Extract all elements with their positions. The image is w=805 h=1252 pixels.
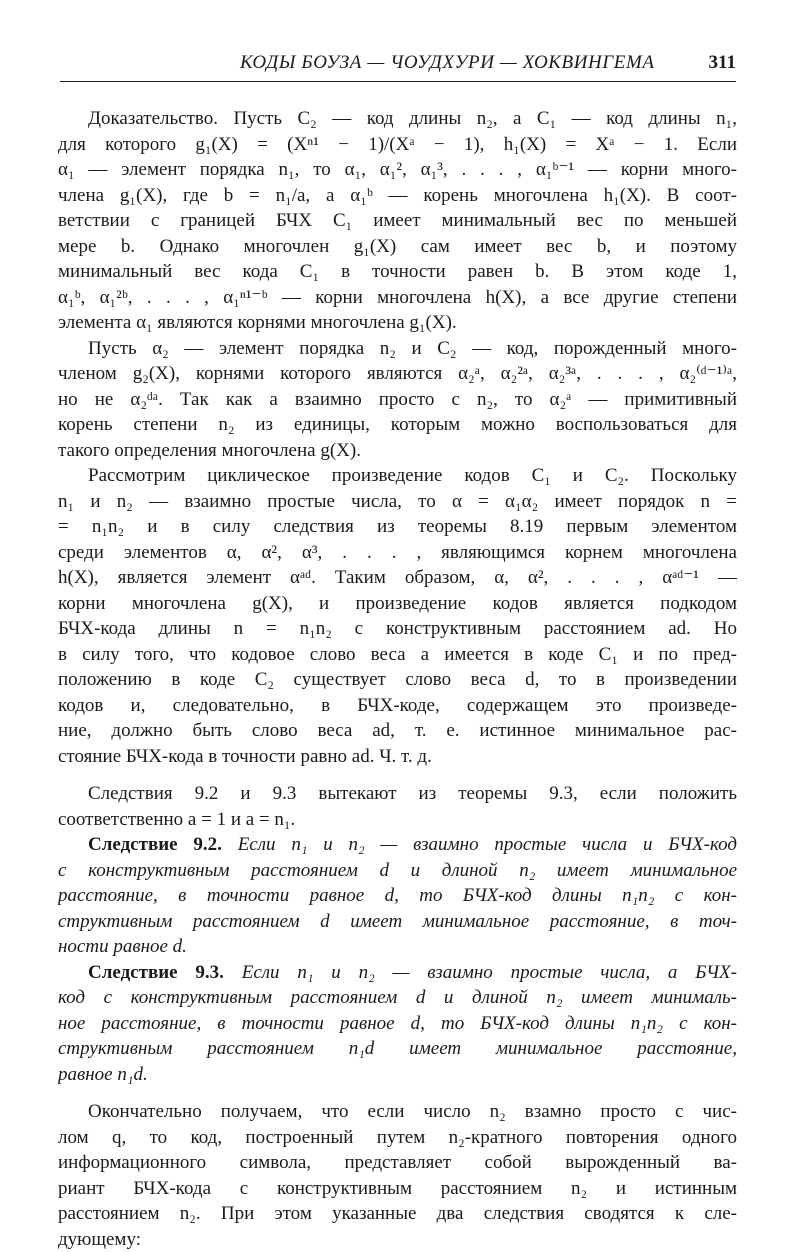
text-line — [58, 781, 737, 807]
text-line — [58, 259, 737, 285]
line-text: α₁ᵇ, α₁²ᵇ, . . . , α₁ⁿ¹⁻ᵇ — корни многочлена h(X), а все другие степени — [58, 287, 737, 308]
line-text: α₁ — элемент порядка n₁, то α₁, α₁², α₁³, . . . , α₁ᵇ⁻¹ — корни много- — [58, 159, 737, 180]
text-line — [58, 1011, 737, 1037]
text-line — [58, 934, 737, 960]
page-number: 311 — [709, 52, 736, 74]
line-text: соответственно a = 1 и a = n₁. — [58, 809, 295, 830]
corollary-label: Следствие 9.2. — [88, 834, 222, 855]
text-line — [58, 985, 737, 1011]
text-line — [58, 807, 737, 833]
text-line — [58, 744, 737, 770]
text-line — [58, 1062, 737, 1088]
line-text: Окончательно получаем, что если число n₂ взамно просто с чис- — [88, 1101, 737, 1122]
text-line — [58, 616, 737, 642]
line-text: в силу того, что кодовое слово веса a имеется в коде C₁ и по пред- — [58, 644, 737, 665]
text-line — [58, 132, 737, 158]
header-rule — [60, 81, 736, 82]
line-text: члена g₁(X), где b = n₁/a, а α₁ᵇ — корень многочлена h₁(X). В соот- — [58, 185, 737, 206]
line-text: код с конструктивным расстоянием d и длиной n₂ имеет минималь- — [58, 987, 737, 1008]
text-line — [58, 412, 737, 438]
line-text: h(X), является элемент αᵃᵈ. Таким образом, α, α², . . . , αᵃᵈ⁻¹ — — [58, 567, 737, 588]
line-text: кодов и, следовательно, в БЧХ-коде, содержащем это произведе- — [58, 695, 737, 716]
line-text: для которого g₁(X) = (Xⁿ¹ − 1)/(Xᵃ − 1), h₁(X) = Xᵃ − 1. Если — [58, 134, 737, 155]
text-line — [58, 909, 737, 935]
text-line — [58, 1150, 737, 1176]
line-text: ное расстояние, в точности равное d, то БЧХ-код длины n₁n₂ с кон- — [58, 1013, 737, 1034]
text-line — [58, 234, 737, 260]
running-header — [60, 52, 736, 82]
line-text: ветствии с границей БЧХ C₁ имеет минимальный вес по меньшей — [58, 210, 737, 231]
line-text: Пусть α₂ — элемент порядка n₂ и C₂ — код, порожденный много- — [88, 338, 737, 359]
text-line — [58, 438, 737, 464]
line-text: расстояние, в точности равное d, то БЧХ-код длины n₁n₂ с кон- — [58, 885, 737, 906]
line-text: информационного символа, представляет собой вырожденный ва- — [58, 1152, 737, 1173]
body-text — [58, 106, 737, 1252]
text-line — [58, 832, 737, 858]
line-text: стояние БЧХ-кода в точности равно ad. Ч. т. д. — [58, 746, 432, 767]
text-line — [58, 489, 737, 515]
line-text: лом q, то код, построенный путем n₂-кратного повторения одного — [58, 1127, 737, 1148]
text-line — [58, 387, 737, 413]
line-text: положению в коде C₂ существует слово веса d, то в произведении — [58, 669, 737, 690]
line-text: БЧХ-кода длины n = n₁n₂ с конструктивным расстоянием ad. Но — [58, 618, 737, 639]
line-text: риант БЧХ-кода с конструктивным расстоянием n₂ и истинным — [58, 1178, 737, 1199]
line-text: такого определения многочлена g(X). — [58, 440, 361, 461]
text-line — [58, 336, 737, 362]
text-line — [58, 1099, 737, 1125]
paragraph-gap — [58, 1087, 737, 1099]
paragraph-gap — [58, 769, 737, 781]
text-line — [58, 642, 737, 668]
line-text: расстоянием n₂. При этом указанные два следствия сводятся к сле- — [58, 1203, 737, 1224]
line-text: n₁ и n₂ — взаимно простые числа, то α = α₁α₂ имеет порядок n = — [58, 491, 737, 512]
line-text: структивным расстоянием n₁d имеет минимальное расстояние, — [58, 1038, 737, 1059]
text-line — [58, 960, 737, 986]
text-line — [58, 361, 737, 387]
text-line — [58, 883, 737, 909]
corollary-label: Следствие 9.3. — [88, 962, 224, 983]
text-line — [58, 463, 737, 489]
line-text: равное n₁d. — [58, 1064, 148, 1085]
text-line — [58, 591, 737, 617]
text-line — [58, 540, 737, 566]
text-line — [58, 208, 737, 234]
text-line — [58, 718, 737, 744]
text-line — [58, 1125, 737, 1151]
text-line — [58, 514, 737, 540]
line-text: Если n₁ и n₂ — взаимно простые числа и БЧХ-код — [222, 834, 737, 855]
text-line — [58, 1036, 737, 1062]
line-text: ности равное d. — [58, 936, 187, 957]
line-text: мере b. Однако многочлен g₁(X) сам имеет вес b, и поэтому — [58, 236, 737, 257]
line-text: Если n₁ и n₂ — взаимно простые числа, а БЧХ- — [224, 962, 737, 983]
line-text: элемента α₁ являются корнями многочлена g₁(X). — [58, 312, 457, 333]
text-line — [58, 1227, 737, 1252]
line-text: членом g₂(X), корнями которого являются α₂ᵃ, α₂²ᵃ, α₂³ᵃ, . . . , α₂⁽ᵈ⁻¹⁾ᵃ, — [58, 363, 737, 384]
line-text: корень степени n₂ из единицы, которым можно воспользоваться для — [58, 414, 737, 435]
text-line — [58, 157, 737, 183]
line-text: минимальный вес кода C₁ в точности равен b. В этом коде 1, — [58, 261, 737, 282]
line-text: Рассмотрим циклическое произведение кодов C₁ и C₂. Поскольку — [88, 465, 737, 486]
text-line — [58, 285, 737, 311]
line-text: но не α₂ᵈᵃ. Так как a взаимно просто с n₂, то α₂ᵃ — примитивный — [58, 389, 737, 410]
text-line — [58, 667, 737, 693]
text-line — [58, 183, 737, 209]
text-line — [58, 1201, 737, 1227]
line-text: среди элементов α, α², α³, . . . , являющимся корнем многочлена — [58, 542, 737, 563]
line-text: с конструктивным расстоянием d и длиной n₂ имеет минимальное — [58, 860, 737, 881]
text-line — [58, 1176, 737, 1202]
line-text: Следствия 9.2 и 9.3 вытекают из теоремы 9.3, если положить — [88, 783, 737, 804]
text-line — [58, 858, 737, 884]
line-text: ние, должно быть слово веса ad, т. е. истинное минимальное рас- — [58, 720, 737, 741]
line-text: = n₁n₂ и в силу следствия из теоремы 8.19 первым элементом — [58, 516, 737, 537]
text-line — [58, 693, 737, 719]
line-text: Доказательство. Пусть C₂ — код длины n₂, а C₁ — код длины n₁, — [88, 108, 737, 129]
line-text: структивным расстоянием d имеет минимальное расстояние, в точ- — [58, 911, 737, 932]
line-text: корни многочлена g(X), и произведение кодов является подкодом — [58, 593, 737, 614]
line-text: дующему: — [58, 1229, 141, 1250]
running-title: КОДЫ БОУЗА — ЧОУДХУРИ — ХОКВИНГЕМА — [240, 52, 655, 74]
text-line — [58, 310, 737, 336]
text-line — [58, 565, 737, 591]
text-line — [58, 106, 737, 132]
